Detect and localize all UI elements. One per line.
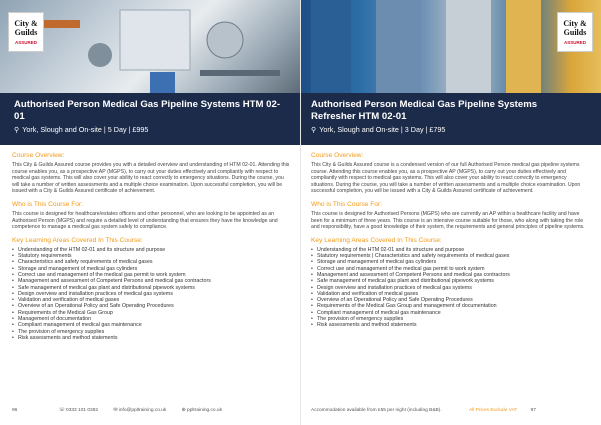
list-item: • Characteristics and safety requirements of medical gases (12, 259, 292, 265)
key-list (12, 247, 292, 341)
list-item: • The provision of emergency supplies (12, 329, 292, 335)
gas-cylinders-illustration (301, 0, 601, 93)
list-item: • Correct use and management of the medical gas permit to work system (311, 266, 591, 272)
left-hero-photo (0, 0, 300, 93)
list-item: • The provision of emergency supplies (311, 316, 591, 322)
list-item: • Storage and management of medical gas cylinders (311, 259, 591, 265)
city-guilds-logo: City & Guilds ASSURED (557, 12, 593, 52)
email-icon: ✉ (113, 408, 118, 413)
who-text: This course is designed for healthcare/estates officers and other personnel, who are looking to be appointed as an Authorised Person (MGPS) and require a detailed level of understanding that ensures they have the knowledge and competence to manage a medical gas system safely to compliance. (12, 210, 278, 231)
list-item: • Understanding of the HTM 02-01 and its structure and purpose (12, 247, 292, 253)
key-list (311, 247, 591, 329)
city-guilds-logo: City & Guilds ASSURED (8, 12, 44, 52)
list-item: • Risk assessments and method statements (311, 322, 591, 328)
list-item: • Requirements of the Medical Gas Group and management of documentation (311, 303, 591, 309)
left-content (12, 152, 292, 341)
list-item: • Management of documentation (12, 316, 292, 322)
list-item: • Storage and management of medical gas cylinders (12, 266, 292, 272)
overview-heading: Course Overview: (12, 152, 65, 159)
web-icon: ⊕ (181, 408, 186, 413)
left-page (0, 0, 300, 425)
list-item: • Understanding of the HTM 02-01 and its structure and purpose (311, 247, 591, 253)
location-pin-icon: ⚲ (311, 125, 317, 134)
footer-phone[interactable]: 0333 101 0382 (66, 408, 99, 413)
overview-text: This City & Guilds Assured course provides you with a detailed overview and understanding of HTM 02-01. Attending this course enables you, as a prospective AP (MGPS), to carry out your duties effectively and compliantly with respect to medical gas systems. This will also cover your ability to react correctly to emergency situations. During the course, you will take a number of written assessments and a multiple choice examination. Upon successful completion, you will be issued with a City & Guilds Assured certificate of achievement. (12, 162, 290, 195)
who-text: This course is designed for Authorised Persons (MGPS) who are currently an AP within a healthcare facility and have been for a minimum of three years. This course is an intensive course suitable for those, who along with taking the role and responsibility, have a good knowledge of their system, the requirements and general principles of pipeline systems. (311, 210, 585, 231)
equipment-illustration (0, 0, 300, 93)
accommodation-note: Accommodation available from £55 per night (including B&B). (311, 408, 442, 413)
list-item: • Management and assessment of Competent Persons and medical gas contractors (311, 272, 591, 278)
course-meta: ⚲ York, Slough and On-site | 5 Day | £995 (14, 125, 149, 134)
course-title: Authorised Person Medical Gas Pipeline Systems HTM 02-01 (14, 99, 281, 122)
left-footer (12, 408, 292, 413)
overview-text: This City & Guilds Assured course is a condensed version of our full Authorised Person medical gas pipeline systems course. Attending this course enables you, as a prospective AP (MGPS), to carry out your duties effectively and compliantly with respect to medical gas systems. This will also cover your ability to react correctly to emergency situations. During the course, you will take a number of written assessments and a multiple choice examination. Upon successful completion, you will be issued with a City & Guilds Assured certificate of achievement. (311, 162, 581, 195)
list-item: • Risk assessments and method statements (12, 335, 292, 341)
right-page (300, 0, 600, 425)
list-item: • Validation and verification of medical gases (311, 291, 591, 297)
page-number: 96 (12, 408, 18, 413)
list-item: • Overview of an Operational Policy and Safe Operating Procedures (311, 297, 591, 303)
right-footer (311, 408, 591, 413)
who-heading: Who is This Course For: (12, 200, 83, 208)
list-item: • Statutory requirements (12, 253, 292, 259)
page-number: 97 (530, 408, 536, 413)
footer-web[interactable]: ppltraining.co.uk (187, 408, 222, 413)
list-item: • Compliant management of medical gas maintenance (12, 322, 292, 328)
location-pin-icon: ⚲ (14, 125, 20, 134)
list-item: • Design overview and installation practices of medical gas systems (12, 291, 292, 297)
list-item: • Requirements of the Medical Gas Group (12, 310, 292, 316)
footer-email[interactable]: info@ppltraining.co.uk (118, 408, 167, 413)
list-item: • Overview of an Operational Policy and Safe Operating Procedures (12, 303, 292, 309)
list-item: • Management and assessment of Competent Persons and medical gas contractors (12, 278, 292, 284)
list-item: • Statutory requirements | Characteristics and safety requirements of medical gases (311, 253, 591, 259)
course-title: Authorised Person Medical Gas Pipeline Systems Refresher HTM 02-01 (311, 99, 538, 122)
key-heading: Key Learning Areas Covered In This Course: (311, 236, 442, 244)
key-heading: Key Learning Areas Covered In This Course: (12, 236, 143, 244)
right-content (311, 152, 591, 329)
course-meta: ⚲ York, Slough and On-site | 3 Day | £795 (311, 125, 446, 134)
who-heading: Who is This Course For: (311, 200, 382, 208)
list-item: • Safe management of medical gas plant and distributional pipework systems (311, 278, 591, 284)
vat-note: All Prices Exclude VAT (469, 408, 518, 413)
list-item: • Design overview and installation practices of medical gas systems (311, 285, 591, 291)
list-item: • Safe management of medical gas plant and distributional pipework systems (12, 285, 292, 291)
left-title-banner (0, 93, 300, 145)
phone-icon: ☏ (58, 408, 65, 413)
right-title-banner (301, 93, 601, 145)
overview-heading: Course Overview: (311, 152, 364, 159)
list-item: • Correct use and management of the medical gas permit to work system (12, 272, 292, 278)
list-item: • Compliant management of medical gas maintenance (311, 310, 591, 316)
list-item: • Validation and verification of medical gases (12, 297, 292, 303)
right-hero-photo (301, 0, 601, 93)
